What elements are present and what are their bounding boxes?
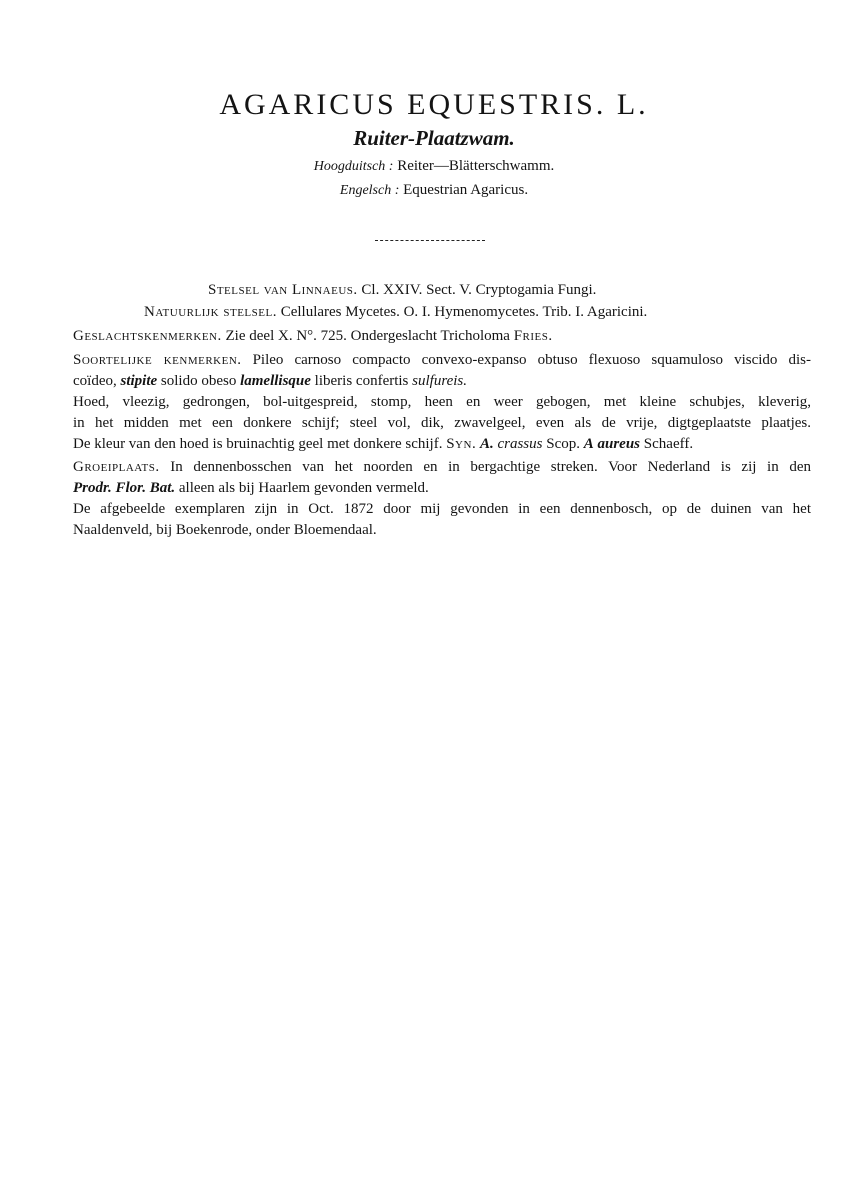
natural-system-text: Cellulares Mycetes. O. I. Hymenomycetes. Trib. I. Agaricini. [280, 304, 648, 320]
habitat-line-2 [73, 479, 429, 498]
latin-text-segment: liberis confertis [314, 373, 409, 389]
section-divider [375, 240, 485, 241]
english-name: Equestrian Agaricus. [403, 182, 529, 198]
synonym-aureus: aureus [597, 436, 641, 452]
english-label: Engelsch : [339, 183, 400, 198]
specimens-line-1: De afgebeelde exemplaren zijn in Oct. 1872 door mij gevonden in een dennenbosch, op de duinen van het [73, 501, 811, 517]
synonym-genus-abbrev-2: A [583, 436, 594, 452]
latin-lamellisque: lamellisque [240, 373, 311, 389]
synonym-label: Syn. [446, 436, 477, 452]
species-label: Soortelijke kenmerken. [73, 352, 242, 368]
latin-sulfureis: sulfureis. [412, 373, 468, 389]
dutch-description-line-3 [73, 435, 693, 454]
natural-system-line [144, 303, 647, 322]
hood-colour-text: De kleur van den hoed is bruinachtig geel met donkere schijf. [73, 436, 443, 452]
species-latin-text-1: Pileo carnoso compacto convexo-expanso obtuso flexuoso squamuloso viscido dis- [252, 352, 811, 368]
species-latin-line-2 [73, 372, 467, 391]
genus-author: Fries. [513, 328, 553, 344]
genus-characteristics-line [73, 327, 553, 346]
dutch-description-line-2: in het midden met een donkere schijf; steel vol, dik, zwavelgeel, even als de vrije, digtgeplaatste plaatjes. [73, 415, 811, 431]
latin-stipite: stipite [120, 373, 158, 389]
genus-text: Zie deel X. N°. 725. Ondergeslacht Tricholoma [225, 328, 510, 344]
latin-text-segment: coïdeo, [73, 373, 117, 389]
german-name-line [0, 158, 868, 175]
synonym-author-scop: Scop. [546, 436, 580, 452]
genus-label: Geslachtskenmerken. [73, 328, 222, 344]
dutch-description-line-1: Hoed, vleezig, gedrongen, bol-uitgespreid, stomp, heen en weer gebogen, met kleine schubjes, kleverig, [73, 394, 811, 410]
natural-system-label: Natuurlijk stelsel. [144, 304, 277, 320]
species-latin-line-1 [73, 351, 811, 370]
synonym-genus-abbrev: A. [479, 436, 494, 452]
prodromus-reference: Prodr. Flor. Bat. [73, 480, 176, 496]
german-name: Reiter—Blätterschwamm. [397, 158, 555, 174]
english-name-line [0, 182, 868, 199]
page-title: AGARICUS EQUESTRIS. L. [219, 88, 649, 121]
linnaeus-label: Stelsel van Linnaeus. [208, 282, 358, 298]
dutch-common-name: Ruiter-Plaatzwam. [353, 126, 515, 150]
habitat-line-1 [73, 458, 811, 477]
habitat-text-2: alleen als bij Haarlem gevonden vermeld. [178, 480, 429, 496]
linnaeus-text: Cl. XXIV. Sect. V. Cryptogamia Fungi. [361, 282, 597, 298]
specimens-line-2: Naaldenveld, bij Boekenrode, onder Bloemendaal. [73, 522, 377, 538]
german-label: Hoogduitsch : [313, 159, 394, 174]
synonym-crassus: crassus [497, 436, 543, 452]
habitat-label: Groeiplaats. [73, 459, 160, 475]
latin-text-segment: solido obeso [160, 373, 237, 389]
linnaeus-system-line [208, 281, 596, 300]
synonym-author-schaeff: Schaeff. [643, 436, 694, 452]
habitat-text-1: In dennenbosschen van het noorden en in bergachtige streken. Voor Nederland is zij in den [170, 459, 812, 475]
